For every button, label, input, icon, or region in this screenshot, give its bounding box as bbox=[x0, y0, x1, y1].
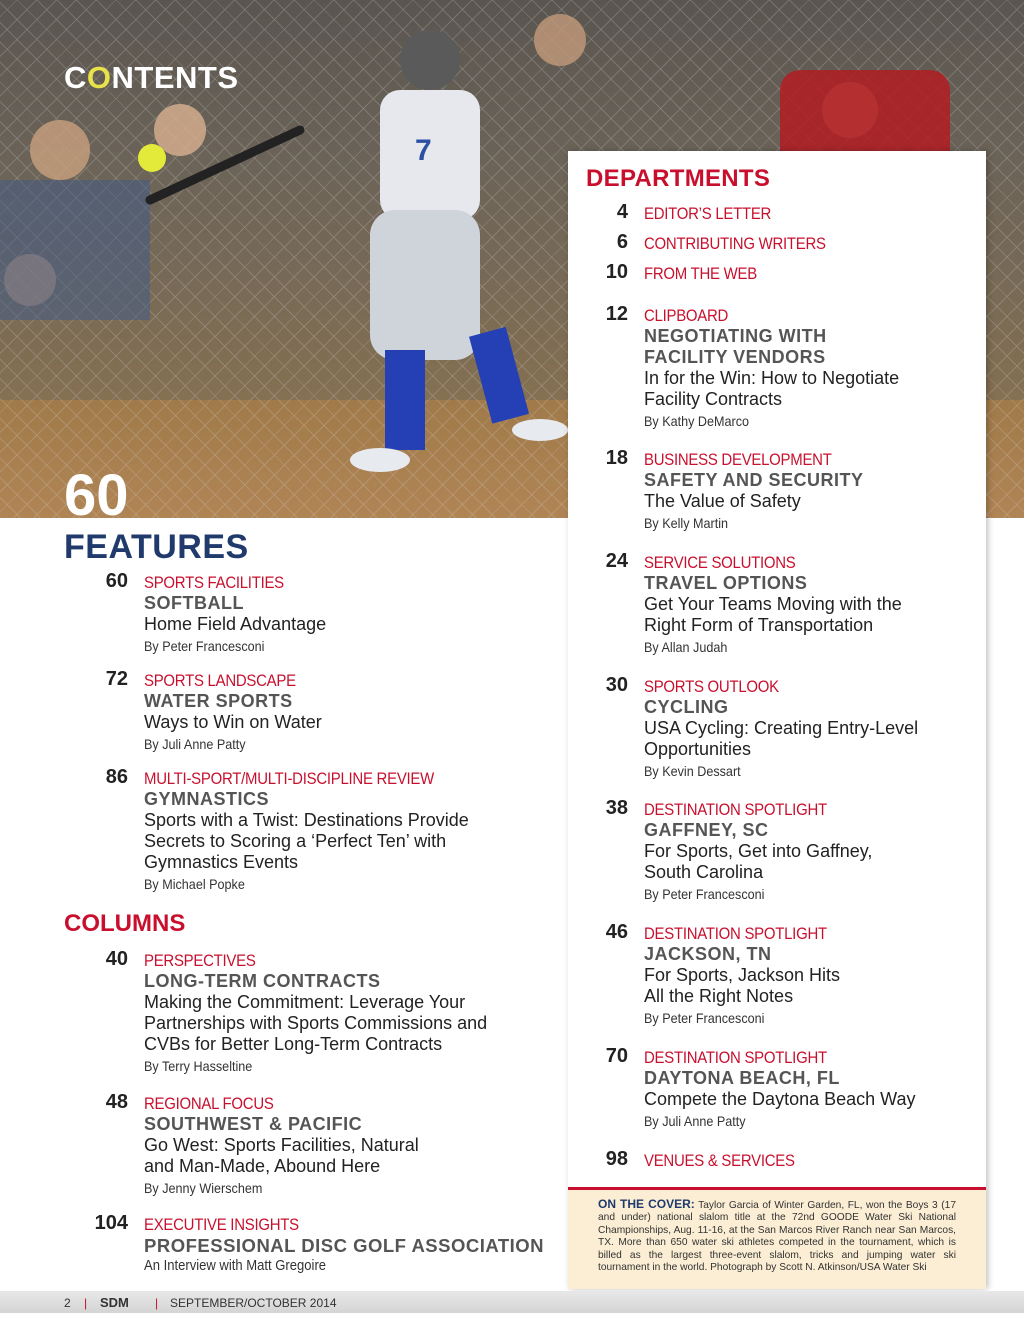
byline: By Michael Popke bbox=[144, 876, 245, 892]
department-item[interactable] bbox=[605, 1045, 964, 1129]
category: CONTRIBUTING WRITERS bbox=[644, 234, 826, 253]
department-item[interactable] bbox=[605, 797, 904, 902]
page-number: 48 bbox=[105, 1091, 128, 1113]
byline: By Kevin Dessart bbox=[644, 763, 741, 779]
headline: CYCLING bbox=[644, 697, 729, 717]
page-number: 72 bbox=[105, 668, 128, 690]
footer-issue-date: SEPTEMBER/OCTOBER 2014 bbox=[170, 1296, 337, 1310]
description: Compete the Daytona Beach Way bbox=[644, 1089, 916, 1109]
page-number: 38 bbox=[605, 797, 628, 819]
page-number: 24 bbox=[605, 550, 628, 572]
page-number: 46 bbox=[605, 921, 628, 943]
page-number: 98 bbox=[605, 1148, 628, 1170]
department-item[interactable] bbox=[605, 921, 864, 1026]
page-number: 70 bbox=[605, 1045, 628, 1067]
page-number: 86 bbox=[105, 766, 128, 788]
features-heading: FEATURES bbox=[64, 528, 249, 566]
headline: PROFESSIONAL DISC GOLF ASSOCIATION bbox=[144, 1235, 545, 1256]
description: In for the Win: How to Negotiate Facility Contracts bbox=[644, 368, 900, 409]
page-number: 18 bbox=[605, 447, 628, 469]
description: For Sports, Get into Gaffney, South Carolina bbox=[644, 841, 873, 882]
description: Go West: Sports Facilities, Natural and Man-Made, Abound Here bbox=[144, 1135, 419, 1176]
description: Sports with a Twist: Destinations Provide Secrets to Scoring a ‘Perfect Ten’ with Gymnastics Events bbox=[144, 810, 469, 872]
category: PERSPECTIVES bbox=[144, 951, 256, 970]
description: Home Field Advantage bbox=[144, 614, 327, 634]
description: Making the Commitment: Leverage Your Partnerships with Sports Commissions and CVBs for Better Long-Term Contracts bbox=[144, 992, 488, 1054]
byline: By Kathy DeMarco bbox=[644, 413, 750, 429]
departments-heading: DEPARTMENTS bbox=[586, 165, 771, 192]
category: SERVICE SOLUTIONS bbox=[644, 553, 796, 572]
column-item[interactable] bbox=[94, 1212, 554, 1274]
page-number: 6 bbox=[616, 231, 628, 253]
department-item[interactable] bbox=[605, 447, 964, 531]
headline: NEGOTIATING WITH FACILITY VENDORS bbox=[644, 326, 827, 367]
category: REGIONAL FOCUS bbox=[144, 1094, 274, 1113]
headline: JACKSON, TN bbox=[644, 944, 772, 964]
headline: SAFETY AND SECURITY bbox=[644, 470, 864, 490]
description: An Interview with Matt Gregoire bbox=[144, 1258, 327, 1274]
departments-panel bbox=[568, 151, 986, 1289]
feature-item[interactable] bbox=[105, 668, 544, 752]
byline: By Allan Judah bbox=[644, 639, 728, 655]
cover-text: Taylor Garcia of Winter Garden, FL, won the Boys 3 (17 and under) national slalom title at the 72nd GOODE Water Ski National Championships, Aug. 11-16, at the San Marcos River Ranch near San Marcos, TX. More than 650 water ski athletes competed in the tournament, which is billed as the largest three-event slalom, tricks and jumping water ski tournament in the world. Photograph by Scott N. Atkinson/USA Water Ski bbox=[598, 1200, 956, 1274]
category: CLIPBOARD bbox=[644, 306, 729, 325]
category: MULTI-SPORT/MULTI-DISCIPLINE REVIEW bbox=[144, 769, 435, 788]
footer-separator: | bbox=[155, 1296, 159, 1310]
category: SPORTS LANDSCAPE bbox=[144, 671, 296, 690]
byline: By Juli Anne Patty bbox=[644, 1113, 746, 1129]
page-number: 40 bbox=[105, 948, 128, 970]
byline: By Peter Francesconi bbox=[644, 1010, 765, 1026]
svg-text:7: 7 bbox=[415, 134, 432, 167]
feature-page-number: 60 bbox=[64, 474, 129, 518]
category: DESTINATION SPOTLIGHT bbox=[644, 924, 827, 943]
byline: By Jenny Wierschem bbox=[144, 1180, 263, 1196]
cover-caption bbox=[568, 1187, 986, 1289]
headline: DAYTONA BEACH, FL bbox=[644, 1068, 840, 1088]
column-item[interactable] bbox=[105, 1091, 444, 1196]
cover-label: ON THE COVER: bbox=[598, 1197, 695, 1211]
description: Get Your Teams Moving with the Right Form of Transportation bbox=[644, 594, 902, 635]
category: BUSINESS DEVELOPMENT bbox=[644, 450, 832, 469]
department-item[interactable] bbox=[605, 550, 924, 655]
department-item[interactable] bbox=[605, 1148, 964, 1171]
department-item[interactable] bbox=[605, 261, 964, 284]
feature-item[interactable] bbox=[105, 766, 504, 892]
category: FROM THE WEB bbox=[644, 264, 757, 283]
category: DESTINATION SPOTLIGHT bbox=[644, 800, 827, 819]
department-item[interactable] bbox=[616, 231, 964, 254]
headline: WATER SPORTS bbox=[144, 691, 293, 711]
footer-separator: | bbox=[84, 1296, 88, 1310]
headline: LONG-TERM CONTRACTS bbox=[144, 971, 381, 991]
description: For Sports, Jackson Hits All the Right Notes bbox=[644, 965, 841, 1006]
byline: By Kelly Martin bbox=[644, 515, 729, 531]
category: EXECUTIVE INSIGHTS bbox=[144, 1215, 299, 1234]
page-number: 30 bbox=[605, 674, 628, 696]
page-footer bbox=[0, 1291, 1024, 1313]
category: SPORTS OUTLOOK bbox=[644, 677, 779, 696]
headline: GAFFNEY, SC bbox=[644, 820, 769, 840]
category: EDITOR’S LETTER bbox=[644, 204, 772, 223]
page-number: 10 bbox=[605, 261, 628, 283]
byline: By Peter Francesconi bbox=[644, 886, 765, 902]
department-item[interactable] bbox=[616, 201, 964, 224]
byline: By Juli Anne Patty bbox=[144, 736, 246, 752]
headline: SOFTBALL bbox=[144, 593, 244, 613]
department-item[interactable] bbox=[605, 303, 934, 429]
category: SPORTS FACILITIES bbox=[144, 573, 284, 592]
columns-heading: COLUMNS bbox=[64, 910, 186, 937]
description: USA Cycling: Creating Entry-Level Opportunities bbox=[644, 718, 919, 759]
page-number: 4 bbox=[616, 201, 628, 223]
department-item[interactable] bbox=[605, 674, 944, 779]
page-number: 12 bbox=[605, 303, 628, 325]
byline: By Peter Francesconi bbox=[144, 638, 265, 654]
description: Ways to Win on Water bbox=[144, 712, 322, 732]
category: DESTINATION SPOTLIGHT bbox=[644, 1048, 827, 1067]
description: The Value of Safety bbox=[644, 491, 801, 511]
page-number: 104 bbox=[94, 1212, 128, 1234]
headline: SOUTHWEST & PACIFIC bbox=[144, 1114, 363, 1134]
headline: GYMNASTICS bbox=[144, 789, 270, 809]
byline: By Terry Hasseltine bbox=[144, 1058, 253, 1074]
footer-magazine: SDM bbox=[100, 1295, 129, 1310]
headline: TRAVEL OPTIONS bbox=[644, 573, 808, 593]
category: VENUES & SERVICES bbox=[644, 1151, 795, 1170]
column-item[interactable] bbox=[105, 948, 524, 1074]
page-number: 60 bbox=[105, 570, 128, 592]
feature-item[interactable] bbox=[105, 570, 544, 654]
footer-page-number: 2 bbox=[64, 1296, 71, 1310]
page-title: CONTENTS bbox=[64, 60, 239, 95]
